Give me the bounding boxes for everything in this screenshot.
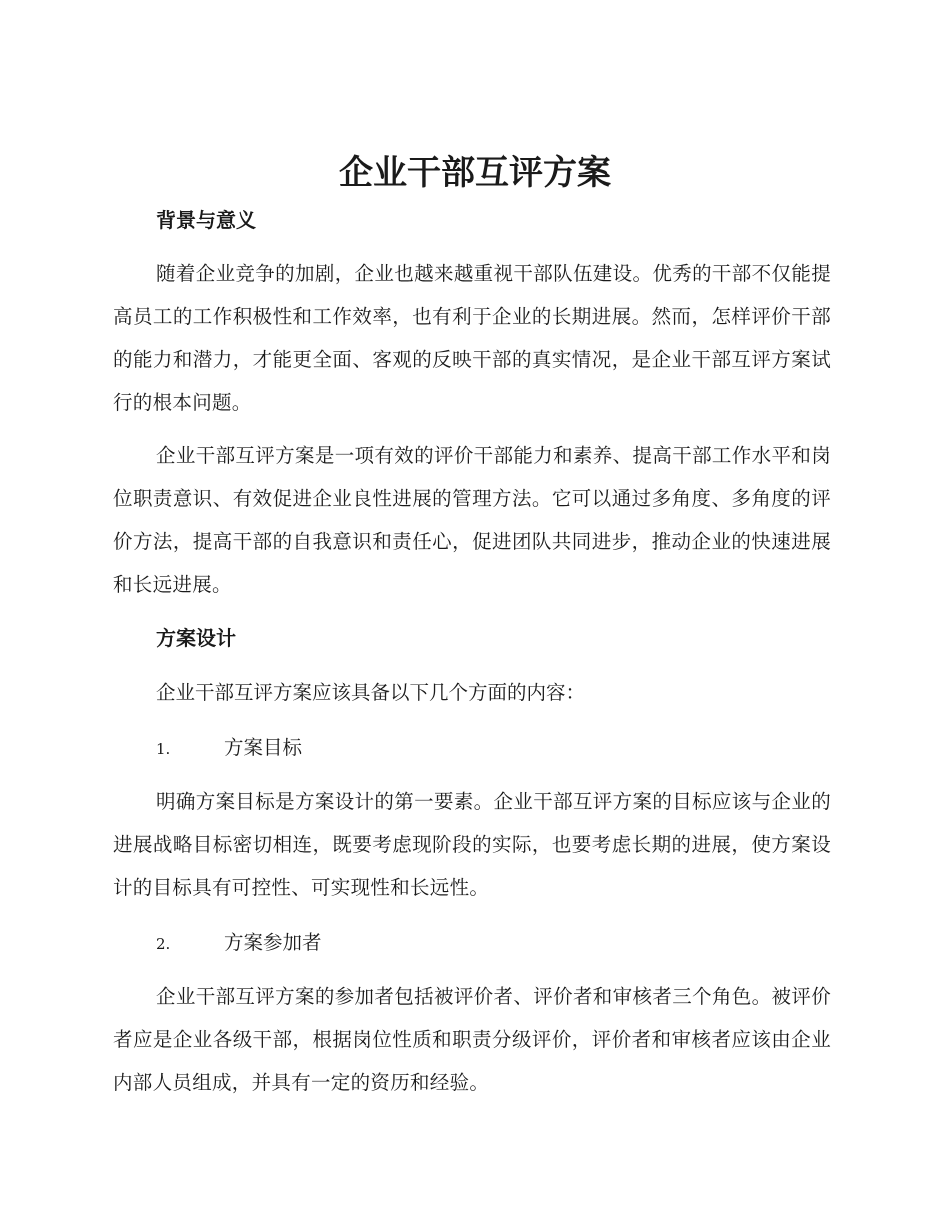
paragraph-background-2: 企业干部互评方案是一项有效的评价干部能力和素养、提高干部工作水平和岗位职责意识、有效促进企业良性进展的管理方法。它可以通过多角度、多角度的评价方法，提高干部的自我意识和责任心，促进团队共同进步，推动企业的快速进展和长远进展。 [113, 444, 831, 596]
paragraph-goal: 明确方案目标是方案设计的第一要素。企业干部互评方案的目标应该与企业的进展战略目标密切相连，既要考虑现阶段的实际，也要考虑长期的进展，使方案设计的目标具有可控性、可实现性和长远性。 [113, 790, 831, 899]
section-heading-design: 方案设计 [156, 626, 236, 650]
list-label: 方案目标 [224, 736, 303, 759]
paragraph-participants: 企业干部互评方案的参加者包括被评价者、评价者和审核者三个角色。被评价者应是企业各级干部，根据岗位性质和职责分级评价，评价者和审核者应该由企业内部人员组成，并具有一定的资历和经验。 [113, 985, 831, 1094]
document-title: 企业干部互评方案 [339, 153, 611, 193]
section-heading-background: 背景与意义 [156, 208, 256, 232]
list-number: 1. [156, 740, 171, 758]
list-label: 方案参加者 [224, 931, 322, 954]
design-intro: 企业干部互评方案应该具备以下几个方面的内容： [156, 681, 586, 704]
paragraph-background-1: 随着企业竞争的加剧，企业也越来越重视干部队伍建设。优秀的干部不仅能提高员工的工作积极性和工作效率，也有利于企业的长期进展。然而，怎样评价干部的能力和潜力，才能更全面、客观的反映干部的真实情况，是企业干部互评方案试行的根本问题。 [113, 262, 831, 414]
list-number: 2. [156, 935, 171, 953]
list-item-1 [156, 734, 302, 763]
list-item-2 [156, 929, 322, 958]
